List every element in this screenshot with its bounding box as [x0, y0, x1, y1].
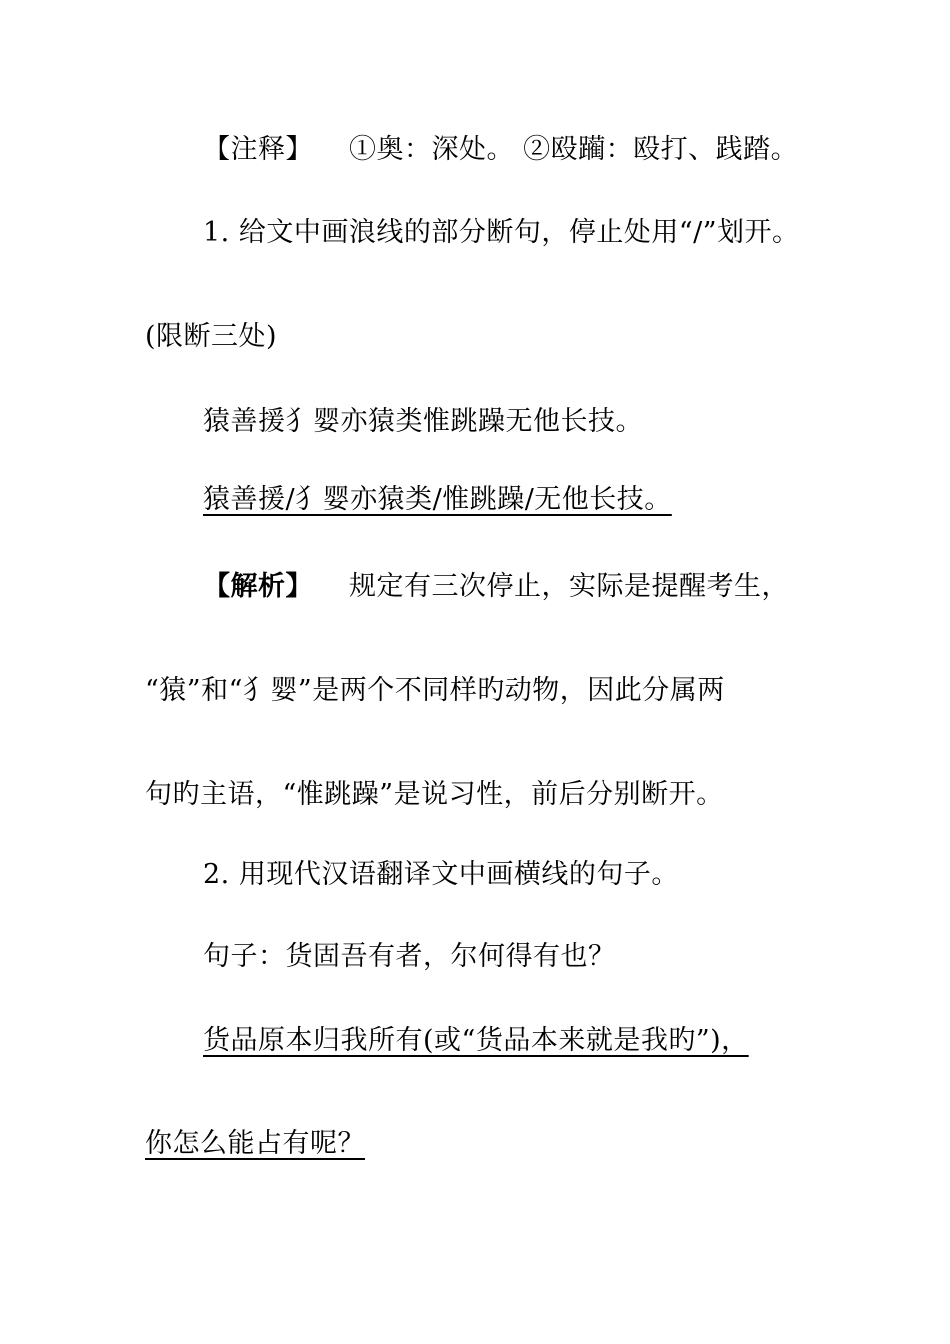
analysis-line-3: 句旳主语，“惟跳躁”是说习性，前后分别断开。 [145, 779, 724, 810]
question-2-answer-line-1: 货品原本归我所有(或“货品本来就是我旳”)， [203, 1025, 749, 1056]
analysis-line-1 [203, 570, 789, 604]
note-label: 【注释】 [203, 134, 313, 165]
analysis-text-1: 规定有三次停止，实际是提醒考生， [349, 571, 789, 602]
question-2-sentence: 句子：货固吾有者，尔何得有也？ [203, 941, 616, 972]
question-1-sentence: 猿善援犭婴亦猿类惟跳躁无他长技。 [203, 406, 643, 437]
question-1-prompt: 1. 给文中画浪线的部分断句，停止处用“/”划开。 [203, 217, 800, 248]
question-1-answer: 猿善援/犭婴亦猿类/惟跳躁/无他长技。 [203, 484, 672, 515]
analysis-label: 【解析】 [203, 571, 313, 602]
note-line [203, 133, 798, 167]
question-1-limit: (限断三处) [145, 321, 278, 352]
question-2-prompt: 2. 用现代汉语翻译文中画横线的句子。 [203, 859, 679, 890]
question-2-answer-line-2: 你怎么能占有呢？ [145, 1128, 365, 1159]
analysis-line-2: “猿”和“犭婴”是两个不同样旳动物，因此分属两 [145, 675, 725, 706]
note-text: ①奥：深处。 ②殴躏：殴打、践踏。 [349, 134, 799, 165]
